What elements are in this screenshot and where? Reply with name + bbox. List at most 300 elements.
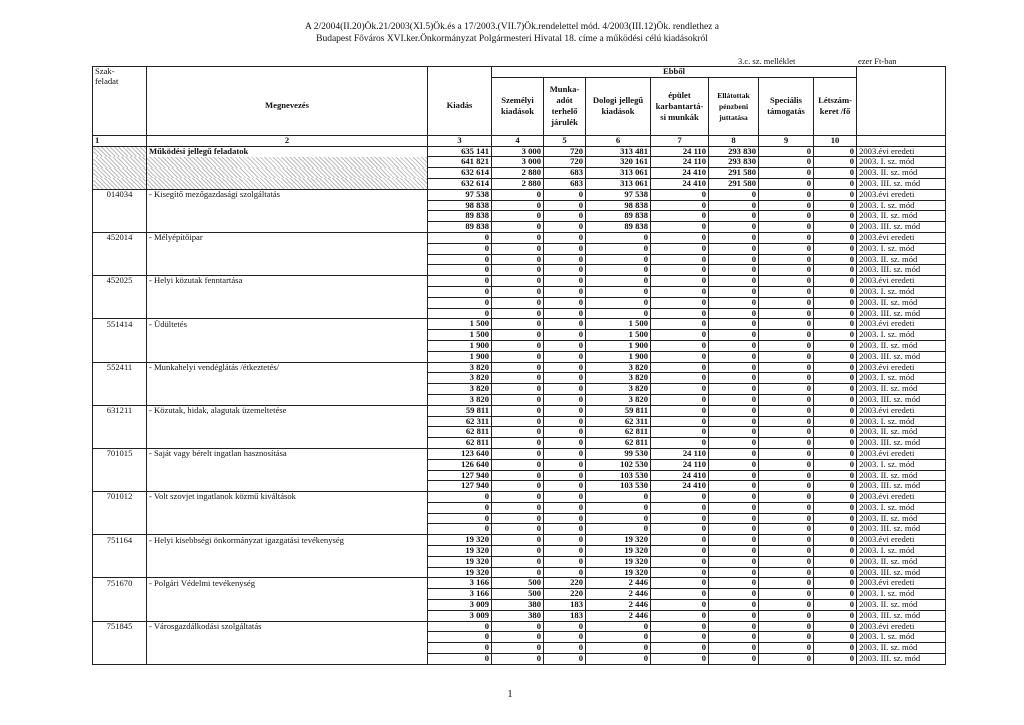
- table-row: [93, 546, 946, 557]
- amount-cell: 0: [586, 524, 651, 535]
- amount-cell: 0: [709, 621, 759, 632]
- version-note: 2003.évi eredeti: [857, 232, 946, 243]
- amount-cell: 0: [651, 524, 709, 535]
- amount-cell: 19 320: [428, 556, 492, 567]
- amount-cell: 3 166: [428, 589, 492, 600]
- amount-cell: 0: [586, 492, 651, 503]
- amount-cell: 0: [586, 254, 651, 265]
- amount-cell: 123 640: [428, 448, 492, 459]
- amount-cell: 0: [759, 567, 814, 578]
- amount-cell: 0: [651, 276, 709, 287]
- amount-cell: 0: [586, 243, 651, 254]
- amount-cell: 0: [759, 481, 814, 492]
- amount-cell: 0: [709, 394, 759, 405]
- amount-cell: 0: [651, 546, 709, 557]
- amount-cell: 500: [492, 578, 544, 589]
- col-number: 5: [544, 135, 586, 146]
- amount-cell: 0: [709, 524, 759, 535]
- col-number: 1: [93, 135, 147, 146]
- amount-cell: 0: [709, 189, 759, 200]
- amount-cell: 62 311: [586, 416, 651, 427]
- amount-cell: 0: [709, 243, 759, 254]
- amount-cell: 0: [759, 297, 814, 308]
- amount-cell: 0: [492, 232, 544, 243]
- amount-cell: 0: [544, 232, 586, 243]
- amount-cell: 99 530: [586, 448, 651, 459]
- amount-cell: 0: [814, 286, 857, 297]
- amount-cell: 313 481: [586, 146, 651, 157]
- amount-cell: 0: [492, 394, 544, 405]
- amount-cell: 0: [544, 470, 586, 481]
- amount-cell: 3 820: [586, 384, 651, 395]
- amount-cell: 0: [586, 308, 651, 319]
- amount-cell: 0: [651, 351, 709, 362]
- amount-cell: 0: [814, 265, 857, 276]
- amount-cell: 0: [759, 524, 814, 535]
- amount-cell: 0: [759, 556, 814, 567]
- amount-cell: 0: [814, 178, 857, 189]
- amount-cell: 0: [428, 632, 492, 643]
- version-note: 2003. II. sz. mód: [857, 556, 946, 567]
- amount-cell: 0: [709, 308, 759, 319]
- table-row: [93, 502, 946, 513]
- amount-cell: 0: [544, 416, 586, 427]
- amount-cell: 2 446: [586, 578, 651, 589]
- col-megnevezes: Megnevezés: [147, 77, 428, 135]
- amount-cell: 0: [709, 211, 759, 222]
- amount-cell: 0: [492, 384, 544, 395]
- version-note: 2003. III. sz. mód: [857, 394, 946, 405]
- col-number: 9: [759, 135, 814, 146]
- amount-cell: 635 141: [428, 146, 492, 157]
- version-note: 2003. I. sz. mód: [857, 416, 946, 427]
- amount-cell: 0: [814, 459, 857, 470]
- amount-cell: 3 820: [586, 362, 651, 373]
- amount-cell: 0: [544, 276, 586, 287]
- amount-cell: 0: [651, 567, 709, 578]
- amount-cell: 0: [651, 513, 709, 524]
- table-row: [93, 427, 946, 438]
- amount-cell: 0: [651, 254, 709, 265]
- amount-cell: 0: [759, 589, 814, 600]
- amount-cell: 0: [814, 492, 857, 503]
- amount-cell: 0: [544, 394, 586, 405]
- amount-cell: 0: [492, 556, 544, 567]
- task-name: - Helyi közutak fenntartása: [147, 276, 428, 287]
- task-name: - Volt szovjet ingatlanok közmű kiváltások: [147, 492, 428, 503]
- amount-cell: 0: [651, 589, 709, 600]
- amount-cell: 24 410: [651, 178, 709, 189]
- amount-cell: 0: [814, 330, 857, 341]
- table-row: [93, 492, 946, 503]
- version-note: 2003. II. sz. mód: [857, 384, 946, 395]
- amount-cell: 293 830: [709, 157, 759, 168]
- amount-cell: 62 811: [586, 427, 651, 438]
- amount-cell: 0: [651, 243, 709, 254]
- col-epulet: épület karbantartá-si munkák: [651, 77, 709, 135]
- amount-cell: 0: [544, 211, 586, 222]
- version-note: 2003. III. sz. mód: [857, 438, 946, 449]
- amount-cell: 0: [709, 416, 759, 427]
- amount-cell: 0: [544, 286, 586, 297]
- amount-cell: 0: [814, 200, 857, 211]
- amount-cell: 0: [709, 265, 759, 276]
- amount-cell: 0: [814, 384, 857, 395]
- amount-cell: 0: [814, 654, 857, 665]
- amount-cell: 0: [759, 643, 814, 654]
- amount-cell: 0: [814, 632, 857, 643]
- amount-cell: 2 446: [586, 610, 651, 621]
- amount-cell: 3 000: [492, 146, 544, 157]
- unit-label: ezer Ft-ban: [858, 56, 897, 66]
- amount-cell: 0: [428, 621, 492, 632]
- task-name: - Helyi kisebbségi önkormányzat igazgatási tevékenység: [147, 535, 428, 546]
- version-note: 2003. III. sz. mód: [857, 222, 946, 233]
- version-note: 2003. II. sz. mód: [857, 470, 946, 481]
- amount-cell: 0: [709, 438, 759, 449]
- version-note: 2003. II. sz. mód: [857, 297, 946, 308]
- amount-cell: 0: [814, 600, 857, 611]
- amount-cell: 98 838: [428, 200, 492, 211]
- amount-cell: 0: [492, 416, 544, 427]
- amount-cell: 0: [651, 416, 709, 427]
- version-note: 2003.évi eredeti: [857, 405, 946, 416]
- amount-cell: 0: [492, 308, 544, 319]
- amount-cell: 720: [544, 157, 586, 168]
- amount-cell: 0: [814, 610, 857, 621]
- col-ebbol: Ebből: [492, 67, 857, 78]
- amount-cell: 1 500: [586, 319, 651, 330]
- table-row: [93, 578, 946, 589]
- amount-cell: 0: [651, 330, 709, 341]
- amount-cell: 0: [709, 546, 759, 557]
- amount-cell: 0: [651, 265, 709, 276]
- amount-cell: 183: [544, 610, 586, 621]
- amount-cell: 3 009: [428, 600, 492, 611]
- amount-cell: 0: [544, 448, 586, 459]
- amount-cell: 0: [544, 567, 586, 578]
- amount-cell: 62 311: [428, 416, 492, 427]
- amount-cell: 0: [544, 362, 586, 373]
- table-row: [93, 286, 946, 297]
- amount-cell: 0: [544, 632, 586, 643]
- version-note: 2003. II. sz. mód: [857, 513, 946, 524]
- amount-cell: 0: [759, 438, 814, 449]
- amount-cell: 0: [814, 438, 857, 449]
- amount-cell: 632 614: [428, 168, 492, 179]
- amount-cell: 0: [759, 502, 814, 513]
- table-row: [93, 535, 946, 546]
- version-note: 2003. I. sz. mód: [857, 373, 946, 384]
- amount-cell: 0: [651, 600, 709, 611]
- amount-cell: 0: [814, 222, 857, 233]
- table-row: [93, 481, 946, 492]
- amount-cell: 3 820: [428, 394, 492, 405]
- amount-cell: 0: [814, 157, 857, 168]
- version-note: 2003. II. sz. mód: [857, 600, 946, 611]
- amount-cell: 0: [492, 286, 544, 297]
- amount-cell: 0: [759, 168, 814, 179]
- version-note: 2003. I. sz. mód: [857, 546, 946, 557]
- col-munkaado: Munka-adót terhelő járulék: [544, 77, 586, 135]
- amount-cell: 102 530: [586, 459, 651, 470]
- amount-cell: 0: [709, 254, 759, 265]
- amount-cell: 291 580: [709, 178, 759, 189]
- table-row: [93, 340, 946, 351]
- amount-cell: 0: [651, 427, 709, 438]
- amount-cell: 0: [492, 492, 544, 503]
- amount-cell: 0: [651, 319, 709, 330]
- amount-cell: 0: [709, 427, 759, 438]
- amount-cell: 0: [544, 535, 586, 546]
- task-name: - Üdültetés: [147, 319, 428, 330]
- amount-cell: 0: [428, 513, 492, 524]
- amount-cell: 62 811: [428, 427, 492, 438]
- amount-cell: 0: [709, 319, 759, 330]
- table-row: [93, 243, 946, 254]
- amount-cell: 0: [544, 481, 586, 492]
- amount-cell: 0: [544, 351, 586, 362]
- amount-cell: 0: [651, 632, 709, 643]
- amount-cell: 0: [492, 448, 544, 459]
- amount-cell: 0: [544, 222, 586, 233]
- amount-cell: 0: [492, 502, 544, 513]
- amount-cell: 0: [759, 146, 814, 157]
- amount-cell: 0: [492, 654, 544, 665]
- amount-cell: 0: [651, 232, 709, 243]
- amount-cell: 0: [544, 373, 586, 384]
- amount-cell: 0: [759, 211, 814, 222]
- function-code: 701012: [93, 492, 147, 503]
- amount-cell: 0: [814, 146, 857, 157]
- version-note: 2003. I. sz. mód: [857, 459, 946, 470]
- amount-cell: 0: [544, 308, 586, 319]
- amount-cell: 89 838: [586, 211, 651, 222]
- amount-cell: 0: [709, 405, 759, 416]
- amount-cell: 220: [544, 578, 586, 589]
- task-name: - Kisegítő mezőgazdasági szolgáltatás: [147, 189, 428, 200]
- amount-cell: 0: [709, 232, 759, 243]
- amount-cell: 0: [709, 610, 759, 621]
- amount-cell: 24 110: [651, 146, 709, 157]
- function-code: 452025: [93, 276, 147, 287]
- version-note: 2003.évi eredeti: [857, 146, 946, 157]
- amount-cell: 0: [544, 405, 586, 416]
- amount-cell: 19 320: [428, 535, 492, 546]
- amount-cell: 0: [651, 308, 709, 319]
- version-note: 2003. III. sz. mód: [857, 308, 946, 319]
- amount-cell: 0: [651, 438, 709, 449]
- amount-cell: 0: [492, 524, 544, 535]
- amount-cell: 0: [759, 535, 814, 546]
- col-szemelyi: Személyi kiadások: [492, 77, 544, 135]
- amount-cell: 0: [709, 362, 759, 373]
- function-code: 751670: [93, 578, 147, 589]
- amount-cell: 0: [814, 340, 857, 351]
- amount-cell: 0: [709, 448, 759, 459]
- amount-cell: 0: [709, 481, 759, 492]
- version-note: 2003.évi eredeti: [857, 535, 946, 546]
- amount-cell: 683: [544, 178, 586, 189]
- amount-cell: 0: [759, 178, 814, 189]
- amount-cell: 3 820: [586, 394, 651, 405]
- table-row: [93, 600, 946, 611]
- amount-cell: 313 061: [586, 168, 651, 179]
- amount-cell: 0: [814, 513, 857, 524]
- col-number: 6: [586, 135, 651, 146]
- table-row: [93, 524, 946, 535]
- version-note: 2003. III. sz. mód: [857, 654, 946, 665]
- amount-cell: 380: [492, 600, 544, 611]
- table-row: [93, 394, 946, 405]
- amount-cell: 0: [586, 232, 651, 243]
- amount-cell: 0: [428, 276, 492, 287]
- amount-cell: 0: [709, 513, 759, 524]
- amount-cell: 0: [492, 373, 544, 384]
- table-row: [93, 621, 946, 632]
- amount-cell: 0: [709, 632, 759, 643]
- amount-cell: 0: [814, 351, 857, 362]
- version-note: 2003.évi eredeti: [857, 276, 946, 287]
- version-note: 2003. III. sz. mód: [857, 351, 946, 362]
- col-number: 8: [709, 135, 759, 146]
- table-row: [93, 589, 946, 600]
- amount-cell: 0: [492, 211, 544, 222]
- table-row: [93, 276, 946, 287]
- col-letszam: Létszám-keret /fő: [814, 77, 857, 135]
- amount-cell: 24 110: [651, 459, 709, 470]
- col-number: 3: [428, 135, 492, 146]
- amount-cell: 0: [492, 546, 544, 557]
- amount-cell: 0: [651, 492, 709, 503]
- amount-cell: 0: [709, 222, 759, 233]
- amount-cell: 0: [651, 384, 709, 395]
- amount-cell: 0: [814, 232, 857, 243]
- amount-cell: 0: [586, 286, 651, 297]
- col-szak: Szak-: [93, 67, 147, 78]
- amount-cell: 103 530: [586, 470, 651, 481]
- amount-cell: 0: [544, 556, 586, 567]
- amount-cell: 0: [709, 373, 759, 384]
- amount-cell: 0: [814, 211, 857, 222]
- amount-cell: 0: [651, 211, 709, 222]
- amount-cell: 0: [759, 610, 814, 621]
- header-line-1: A 2/2004(II.20)Ök.21/2003(XI.5)Ök.és a 17/2003.(VII.7)Ök.rendelettel mód. 4/2003(III.12)Ök. rendlethez a: [305, 22, 719, 32]
- amount-cell: 0: [651, 610, 709, 621]
- amount-cell: 0: [759, 232, 814, 243]
- amount-cell: 0: [814, 567, 857, 578]
- version-note: 2003. II. sz. mód: [857, 168, 946, 179]
- amount-cell: 0: [651, 362, 709, 373]
- version-note: 2003. I. sz. mód: [857, 157, 946, 168]
- amount-cell: 0: [651, 502, 709, 513]
- amount-cell: 0: [814, 168, 857, 179]
- amount-cell: 0: [814, 189, 857, 200]
- function-code: 552411: [93, 362, 147, 373]
- amount-cell: 2 880: [492, 168, 544, 179]
- amount-cell: 0: [544, 427, 586, 438]
- amount-cell: 0: [814, 448, 857, 459]
- amount-cell: 0: [759, 513, 814, 524]
- amount-cell: 89 838: [428, 222, 492, 233]
- amount-cell: 0: [492, 481, 544, 492]
- amount-cell: 0: [814, 405, 857, 416]
- function-code: 751164: [93, 535, 147, 546]
- version-note: 2003. I. sz. mód: [857, 632, 946, 643]
- amount-cell: 1 500: [428, 330, 492, 341]
- version-note: 2003. II. sz. mód: [857, 340, 946, 351]
- amount-cell: 1 900: [586, 340, 651, 351]
- task-name: - Városgazdálkodási szolgáltatás: [147, 621, 428, 632]
- amount-cell: 0: [492, 459, 544, 470]
- version-note: 2003. II. sz. mód: [857, 643, 946, 654]
- amount-cell: 313 061: [586, 178, 651, 189]
- amount-cell: 0: [759, 459, 814, 470]
- amount-cell: 0: [428, 232, 492, 243]
- amount-cell: 500: [492, 589, 544, 600]
- amount-cell: 720: [544, 146, 586, 157]
- amount-cell: 0: [759, 340, 814, 351]
- table-row: [93, 157, 946, 168]
- amount-cell: 3 166: [428, 578, 492, 589]
- amount-cell: 0: [428, 265, 492, 276]
- version-note: 2003. III. sz. mód: [857, 178, 946, 189]
- amount-cell: 0: [544, 265, 586, 276]
- amount-cell: 0: [586, 621, 651, 632]
- version-note: 2003.évi eredeti: [857, 362, 946, 373]
- task-name: - Saját vagy bérelt ingatlan hasznosítása: [147, 448, 428, 459]
- amount-cell: 0: [651, 556, 709, 567]
- amount-cell: 0: [709, 470, 759, 481]
- amount-cell: 0: [492, 632, 544, 643]
- version-note: 2003.évi eredeti: [857, 448, 946, 459]
- amount-cell: 0: [544, 524, 586, 535]
- col-specialis: Speciális támogatás: [759, 77, 814, 135]
- amount-cell: 0: [544, 189, 586, 200]
- amount-cell: 2 446: [586, 600, 651, 611]
- amount-cell: 0: [814, 621, 857, 632]
- amount-cell: 89 838: [586, 222, 651, 233]
- amount-cell: 62 811: [428, 438, 492, 449]
- task-name: Működési jellegű feladatok: [147, 146, 428, 157]
- table-row: [93, 168, 946, 179]
- amount-cell: 59 811: [586, 405, 651, 416]
- amount-cell: 0: [492, 470, 544, 481]
- table-row: [93, 319, 946, 330]
- version-note: 2003.évi eredeti: [857, 319, 946, 330]
- amount-cell: 0: [709, 297, 759, 308]
- amount-cell: 0: [814, 319, 857, 330]
- amount-cell: 19 320: [586, 546, 651, 557]
- amount-cell: 0: [759, 448, 814, 459]
- table-row: [93, 222, 946, 233]
- amount-cell: 59 811: [428, 405, 492, 416]
- amount-cell: 0: [709, 330, 759, 341]
- amount-cell: 0: [814, 362, 857, 373]
- amount-cell: 0: [709, 502, 759, 513]
- amount-cell: 19 320: [586, 567, 651, 578]
- amount-cell: 0: [759, 351, 814, 362]
- version-note: 2003. I. sz. mód: [857, 200, 946, 211]
- col-kiadas: Kiadás: [428, 77, 492, 135]
- amount-cell: 0: [492, 362, 544, 373]
- amount-cell: 0: [709, 643, 759, 654]
- amount-cell: 0: [428, 502, 492, 513]
- amount-cell: 0: [492, 643, 544, 654]
- amount-cell: 1 900: [428, 340, 492, 351]
- amount-cell: 0: [544, 654, 586, 665]
- table-row: [93, 459, 946, 470]
